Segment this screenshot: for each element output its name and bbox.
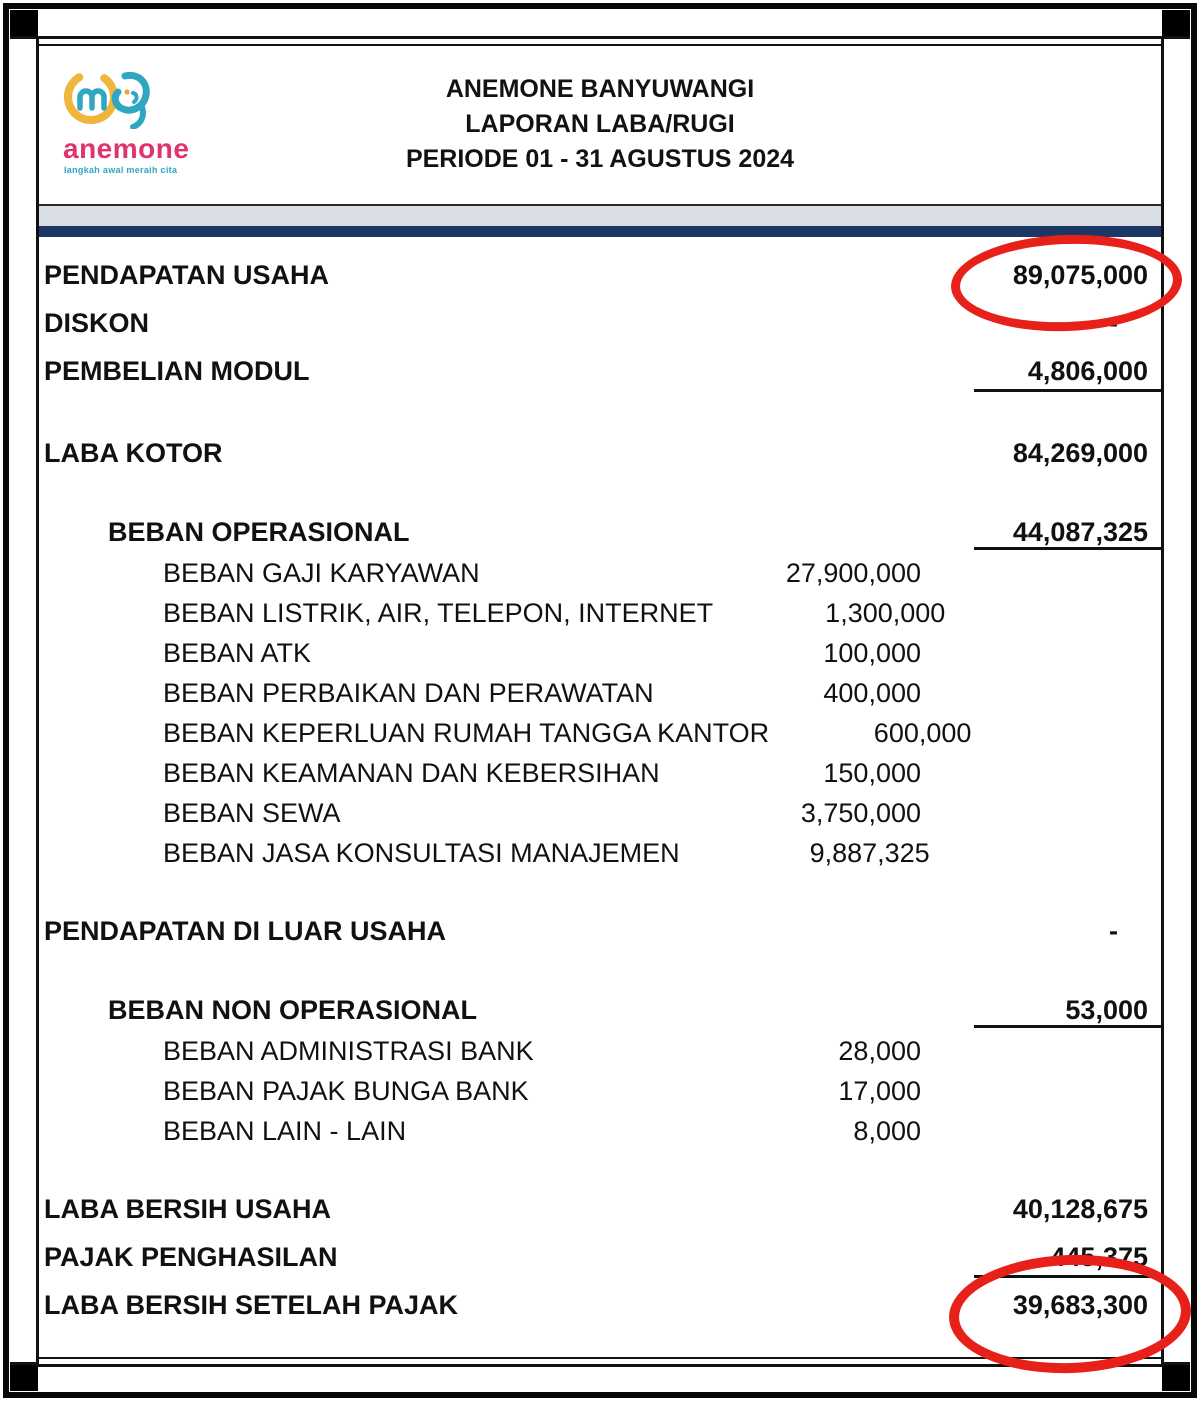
brand-tagline: langkah awal meraih cita [64,165,178,175]
report-row [39,553,1161,593]
row-label: BEBAN LISTRIK, AIR, TELEPON, INTERNET [163,597,714,628]
row-value-text: 8,000 [853,1115,921,1146]
row-value-right [966,299,1161,347]
row-value-right [966,1233,1161,1281]
row-label: BEBAN PERBAIKAN DAN PERAWATAN [163,677,654,708]
row-value-mid [680,838,930,869]
row-label: PENDAPATAN USAHA [44,259,330,290]
row-value-mid [713,598,945,629]
row-label: LABA BERSIH SETELAH PAJAK [44,1289,459,1320]
spacer-row [39,955,1161,989]
row-value-mid [661,638,921,669]
row-value-right [966,251,1161,299]
report-row [39,1111,1161,1151]
row-value-text: 600,000 [873,717,972,748]
report-row [39,989,1161,1031]
row-value-mid [661,1076,921,1107]
row-value-text: 53,000 [1065,994,1148,1025]
row-value-text: 4,806,000 [1027,355,1148,386]
row-value-text: 150,000 [823,757,921,788]
row-value-mid [769,718,971,749]
corner-square-top-left [10,10,38,36]
row-value-text: 1,300,000 [825,597,946,628]
row-value-right [985,593,1161,633]
row-value-mid [661,758,921,789]
report-row [39,907,1161,955]
row-label: BEBAN KEAMANAN DAN KEBERSIHAN [163,757,660,788]
row-value-text: 39,683,300 [1012,1289,1148,1320]
report-row [39,593,1161,633]
row-label: BEBAN LAIN - LAIN [163,1115,407,1146]
corner-square-top-right [1162,10,1190,36]
row-label: LABA KOTOR [44,437,223,468]
report-row [39,833,1161,873]
row-value-text: 27,900,000 [785,557,921,588]
header-divider-navy [39,226,1161,237]
row-value-text: 17,000 [838,1075,921,1106]
row-value-text: 44,087,325 [1012,516,1148,547]
report-row [39,1281,1161,1329]
corner-square-bottom-left [10,1365,38,1391]
row-value-right [1006,713,1161,753]
row-value-right [966,793,1161,833]
report-row [39,793,1161,833]
row-value-text: 445,375 [1050,1241,1148,1272]
row-value-right [966,1185,1161,1233]
spacer-row [39,395,1161,429]
report-row [39,299,1161,347]
row-value-text: - [1109,915,1118,946]
row-value-text: 89,075,000 [1012,259,1148,290]
row-value-right [966,1031,1161,1071]
row-label: BEBAN SEWA [163,797,341,828]
report-row [39,633,1161,673]
row-value-mid [661,558,921,589]
report-row [39,1031,1161,1071]
row-label: PAJAK PENGHASILAN [44,1241,338,1272]
spacer-row [39,477,1161,511]
row-value-text: 400,000 [823,677,921,708]
row-value-right [966,633,1161,673]
row-value-text: 84,269,000 [1012,437,1148,468]
row-label: LABA BERSIH USAHA [44,1193,332,1224]
row-label: DISKON [44,307,150,338]
row-value-mid [661,798,921,829]
spacer-row [39,1151,1161,1185]
row-value-right [966,347,1161,395]
report-row [39,753,1161,793]
report-row [39,673,1161,713]
spacer-row [39,873,1161,907]
row-value-right [966,1071,1161,1111]
header-divider-gray [39,204,1161,226]
row-value-right [966,753,1161,793]
row-value-right [966,989,1161,1031]
row-label: PEMBELIAN MODUL [44,355,310,386]
row-label: PENDAPATAN DI LUAR USAHA [44,915,446,946]
row-value-mid [661,1036,921,1067]
report-row [39,511,1161,553]
row-value-right [966,511,1161,553]
row-value-right [966,1111,1161,1151]
row-value-right [966,907,1161,955]
report-row [39,713,1161,753]
report-row [39,1185,1161,1233]
row-value-right [966,429,1161,477]
row-value-text: - [1109,307,1118,338]
report-title: LAPORAN LABA/RUGI [465,110,735,138]
row-label: BEBAN ADMINISTRASI BANK [163,1035,534,1066]
row-value-right [966,1281,1161,1329]
row-value-right [966,553,1161,593]
row-label: BEBAN OPERASIONAL [108,516,410,547]
report-header [39,39,1161,204]
row-value-text: 3,750,000 [800,797,921,828]
row-label: BEBAN ATK [163,637,312,668]
row-value-mid [661,1116,921,1147]
row-value-mid [661,678,921,709]
row-value-text: 28,000 [838,1035,921,1066]
report-row [39,429,1161,477]
report-row [39,1071,1161,1111]
report-document [36,36,1164,1367]
row-value-text: 9,887,325 [809,837,930,868]
row-value-text: 100,000 [823,637,921,668]
row-value-right [973,833,1161,873]
row-value-text: 40,128,675 [1012,1193,1148,1224]
row-label: BEBAN KEPERLUAN RUMAH TANGGA KANTOR [163,717,770,748]
row-label: BEBAN NON OPERASIONAL [108,994,478,1025]
report-row [39,1233,1161,1281]
row-label: BEBAN JASA KONSULTASI MANAJEMEN [163,837,680,868]
company-name: ANEMONE BANYUWANGI [445,75,755,103]
row-label: BEBAN GAJI KARYAWAN [163,557,480,588]
row-value-right [966,673,1161,713]
row-label: BEBAN PAJAK BUNGA BANK [163,1075,529,1106]
top-margin-band [10,10,1190,39]
report-period: PERIODE 01 - 31 AGUSTUS 2024 [405,145,795,173]
report-row [39,347,1161,395]
report-row [39,251,1161,299]
brand-name: anemone [63,133,190,164]
report-rows [39,237,1161,1329]
corner-square-bottom-right [1162,1365,1190,1391]
